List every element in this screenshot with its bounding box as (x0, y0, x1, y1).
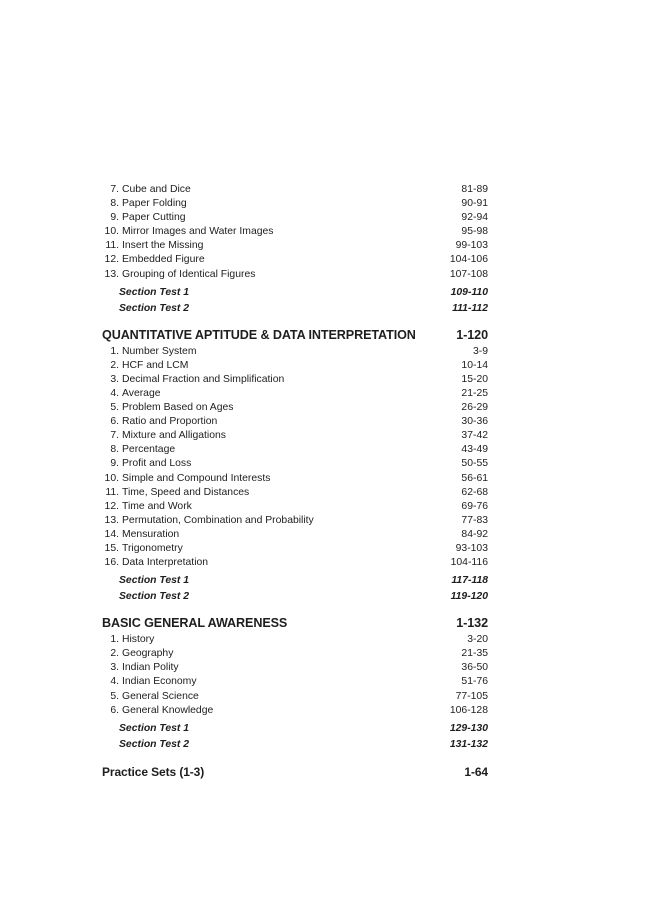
entry-title: Indian Polity (122, 662, 179, 674)
entry-pages: 93-103 (455, 542, 488, 554)
entry-title: Time, Speed and Distances (122, 486, 250, 498)
toc-entry: 11. Time, Speed and Distances 62-68 (102, 486, 488, 500)
toc-entry: 16. Data Interpretation 104-116 (102, 556, 488, 570)
entry-title: Geography (122, 648, 174, 660)
entry-title: Average (122, 387, 161, 399)
entry-pages: 21-35 (461, 648, 488, 660)
entry-title: Problem Based on Ages (122, 402, 234, 414)
toc-entry: 6. Ratio and Proportion 30-36 (102, 415, 488, 429)
entry-title: Percentage (122, 444, 176, 456)
entry-pages: 92-94 (461, 212, 488, 224)
toc-entry: 3. Decimal Fraction and Simplification 15-20 (102, 373, 488, 387)
entry-title: General Knowledge (122, 704, 214, 716)
toc-entry: 4. Indian Economy 51-76 (102, 675, 488, 689)
entry-title: Trigonometry (122, 542, 183, 554)
toc-entry: 9. Paper Cutting 92-94 (102, 211, 488, 225)
entry-title: Mensuration (122, 528, 180, 540)
toc-entry: 12. Time and Work 69-76 (102, 500, 488, 514)
entry-title: Paper Cutting (122, 212, 186, 224)
section-test-entry: Section Test 1 129-130 (119, 722, 488, 734)
toc-entry: 10. Simple and Compound Interests 56-61 (102, 472, 488, 486)
entry-pages: 51-76 (461, 676, 488, 688)
table-of-contents (102, 183, 488, 782)
toc-entry: 7. Mixture and Alligations 37-42 (102, 429, 488, 443)
entry-pages: 84-92 (461, 528, 488, 540)
practice-sets-heading: Practice Sets (1-3) 1-64 (102, 762, 488, 782)
entry-pages: 3-9 (472, 345, 488, 357)
toc-entry: 12. Embedded Figure 104-106 (102, 253, 488, 267)
section-heading-general: BASIC GENERAL AWARENESS 1-132 (102, 613, 488, 633)
section-range: 1-132 (456, 616, 488, 631)
entry-title: Mixture and Alligations (122, 430, 226, 442)
entry-title: Simple and Compound Interests (122, 472, 271, 484)
entry-pages: 43-49 (461, 444, 488, 456)
entry-pages: 81-89 (461, 184, 488, 195)
entry-title: Insert the Missing (122, 240, 204, 252)
entry-title: Mirror Images and Water Images (122, 226, 274, 238)
entry-pages: 104-106 (449, 254, 488, 266)
section-test-entry: Section Test 2 119-120 (119, 591, 488, 603)
entry-title: Grouping of Identical Figures (122, 268, 256, 280)
entry-pages: 26-29 (461, 402, 488, 414)
section-heading-quant: QUANTITATIVE APTITUDE & DATA INTERPRETATION 1-120 (102, 325, 488, 345)
entry-pages: 69-76 (461, 500, 488, 512)
entry-pages: 50-55 (461, 458, 488, 470)
entry-title: Time and Work (122, 500, 192, 512)
entry-pages: 21-25 (461, 387, 488, 399)
entry-pages: 90-91 (461, 198, 488, 210)
entry-pages: 37-42 (461, 430, 488, 442)
entry-title: History (122, 634, 155, 646)
entry-title: Cube and Dice (122, 184, 191, 195)
toc-entry: 9. Profit and Loss 50-55 (102, 457, 488, 471)
toc-entry: 10. Mirror Images and Water Images 95-98 (102, 225, 488, 239)
toc-entry: 11. Insert the Missing 99-103 (102, 239, 488, 253)
toc-entry: 6. General Knowledge 106-128 (102, 704, 488, 718)
entry-pages: 15-20 (461, 373, 488, 385)
entry-title: Ratio and Proportion (122, 416, 218, 428)
toc-entry: 15. Trigonometry 93-103 (102, 542, 488, 556)
toc-entry: 7. Cube and Dice 81-89 (102, 183, 488, 197)
entry-pages: 95-98 (461, 226, 488, 238)
toc-entry: 2. Geography 21-35 (102, 647, 488, 661)
toc-entry: 1. Number System 3-9 (102, 345, 488, 359)
toc-entry: 8. Paper Folding 90-91 (102, 197, 488, 211)
toc-entry: 13. Permutation, Combination and Probability 77-83 (102, 514, 488, 528)
entry-pages: 30-36 (461, 416, 488, 428)
toc-entry: 5. Problem Based on Ages 26-29 (102, 401, 488, 415)
entry-pages: 99-103 (455, 240, 488, 252)
toc-entry: 5. General Science 77-105 (102, 690, 488, 704)
entry-title: Number System (122, 345, 197, 357)
toc-entry: 1. History 3-20 (102, 633, 488, 647)
section-test-entry: Section Test 2 111-112 (119, 302, 488, 314)
entry-title: Profit and Loss (122, 458, 192, 470)
entry-title: Embedded Figure (122, 254, 205, 266)
toc-entry: 3. Indian Polity 36-50 (102, 661, 488, 675)
entry-pages: 104-116 (450, 557, 488, 569)
section-test-entry: Section Test 1 109-110 (119, 286, 488, 298)
entry-title: Paper Folding (122, 198, 187, 210)
section-test-entry: Section Test 1 117-118 (119, 575, 488, 587)
entry-title: Indian Economy (122, 676, 197, 688)
toc-entry: 4. Average 21-25 (102, 387, 488, 401)
entry-pages: 77-105 (455, 690, 488, 702)
section-test-entry: Section Test 2 131-132 (119, 738, 488, 750)
section-range: 1-64 (464, 764, 488, 779)
entry-title: Decimal Fraction and Simplification (122, 373, 285, 385)
entry-pages: 3-20 (467, 634, 488, 646)
entry-pages: 62-68 (461, 486, 488, 498)
toc-entry: 2. HCF and LCM 10-14 (102, 359, 488, 373)
entry-pages: 36-50 (461, 662, 488, 674)
entry-title: General Science (122, 690, 199, 702)
entry-pages: 106-128 (449, 704, 488, 716)
entry-pages: 77-83 (461, 514, 488, 526)
entry-title: Permutation, Combination and Probability (122, 514, 314, 526)
section-range: 1-120 (456, 327, 488, 342)
entry-pages: 107-108 (449, 268, 488, 280)
toc-entry: 8. Percentage 43-49 (102, 443, 488, 457)
entry-title: Data Interpretation (122, 557, 209, 569)
entry-pages: 10-14 (461, 359, 488, 371)
toc-entry: 13. Grouping of Identical Figures 107-108 (102, 268, 488, 282)
entry-pages: 56-61 (461, 472, 488, 484)
entry-title: HCF and LCM (122, 359, 189, 371)
toc-entry: 14. Mensuration 84-92 (102, 528, 488, 542)
